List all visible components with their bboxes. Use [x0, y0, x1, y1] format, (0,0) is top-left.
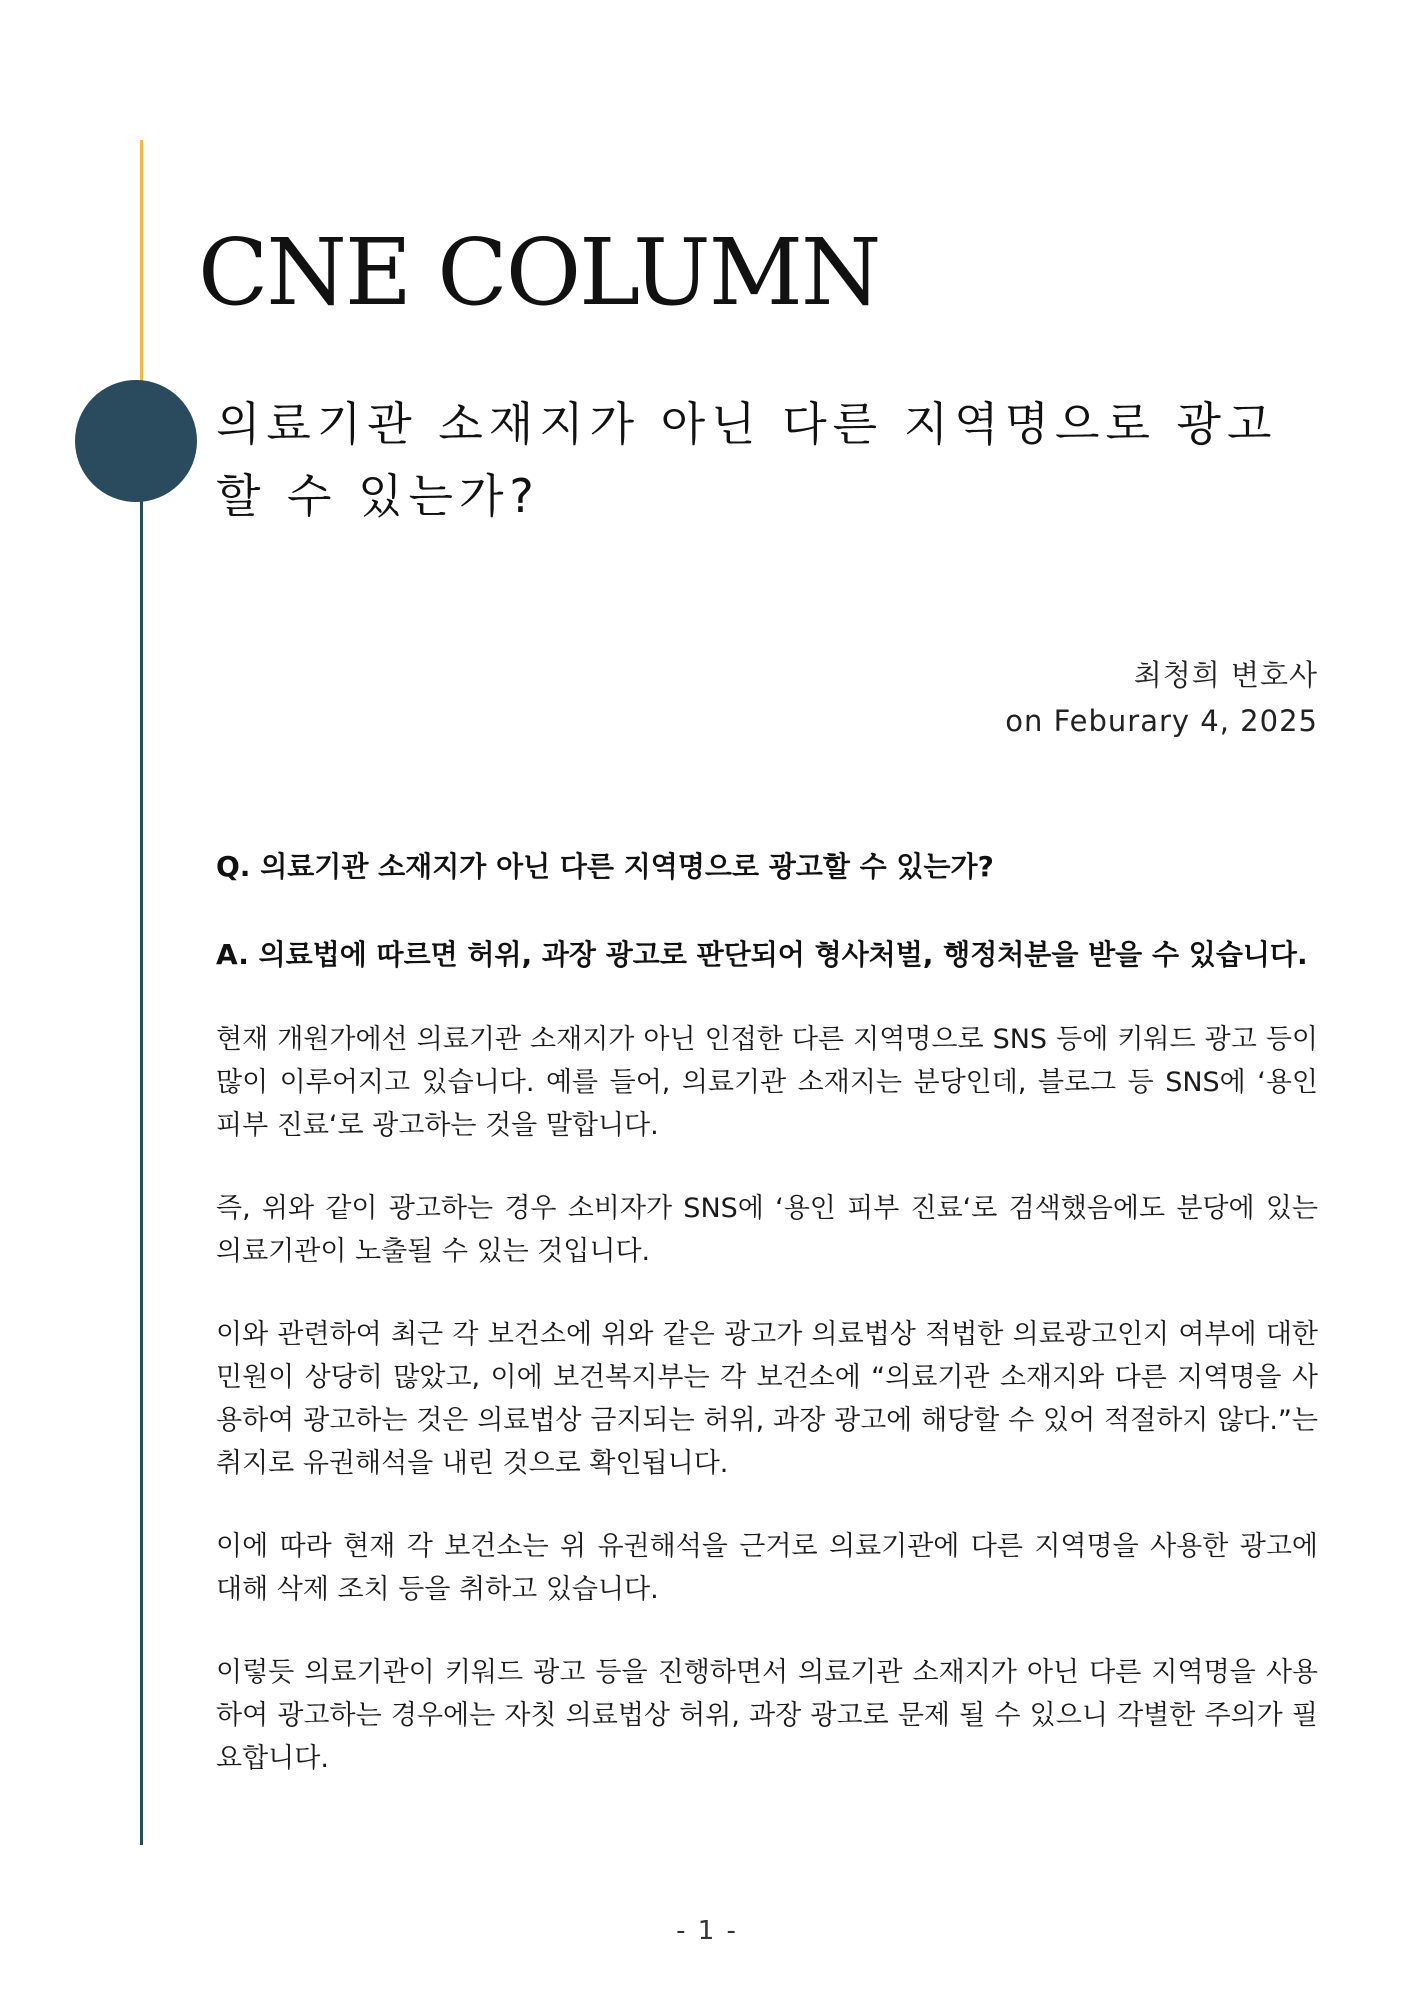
body-paragraph: 이렇듯 의료기관이 키워드 광고 등을 진행하면서 의료기관 소재지가 아닌 다른 지역명을 사용하여 광고하는 경우에는 자칫 의료법상 허위, 과장 광고로 문제 될 수 있으니 각별한 주의가 필요합니다.: [216, 1657, 1318, 1774]
page-number: - 1 -: [676, 1916, 738, 1946]
author-name: 최청희 변호사: [1133, 658, 1318, 692]
brand-title: CNE COLUMN: [198, 219, 880, 326]
accent-circle: [75, 380, 197, 502]
answer-heading: A. 의료법에 따르면 허위, 과장 광고로 판단되어 형사처벌, 행정처분을 받을 수 있습니다.: [216, 938, 1308, 971]
question-heading: Q. 의료기관 소재지가 아닌 다른 지역명으로 광고할 수 있는가?: [216, 850, 994, 883]
body-paragraph: 즉, 위와 같이 광고하는 경우 소비자가 SNS에 ‘용인 피부 진료‘로 검색했음에도 분당에 있는 의료기관이 노출될 수 있는 것입니다.: [216, 1193, 1318, 1267]
publish-date: on Feburary 4, 2025: [1005, 704, 1318, 738]
page-title: 의료기관 소재지가 아닌 다른 지역명으로 광고할 수 있는가?: [216, 397, 1278, 523]
article-body: [216, 844, 1318, 1820]
body-paragraph: 이에 따라 현재 각 보건소는 위 유권해석을 근거로 의료기관에 다른 지역명을 사용한 광고에 대해 삭제 조치 등을 취하고 있습니다.: [216, 1531, 1318, 1605]
accent-line-navy: [140, 440, 143, 1845]
body-paragraph: 현재 개원가에선 의료기관 소재지가 아닌 인접한 다른 지역명으로 SNS 등에 키워드 광고 등이 많이 이루어지고 있습니다. 예를 들어, 의료기관 소재지는 분당인데, 블로그 등 SNS에 ‘용인 피부 진료‘로 광고하는 것을 말합니다.: [216, 1024, 1318, 1141]
byline: [1005, 652, 1318, 744]
body-paragraph: 이와 관련하여 최근 각 보건소에 위와 같은 광고가 의료법상 적법한 의료광고인지 여부에 대한 민원이 상당히 많았고, 이에 보건복지부는 각 보건소에 “의료기관 소재지와 다른 지역명을 사용하여 광고하는 것은 의료법상 금지되는 허위, 과장 광고에 해당할 수 있어 적절하지 않다.”는 취지로 유권해석을 내린 것으로 확인됩니다.: [216, 1319, 1318, 1479]
